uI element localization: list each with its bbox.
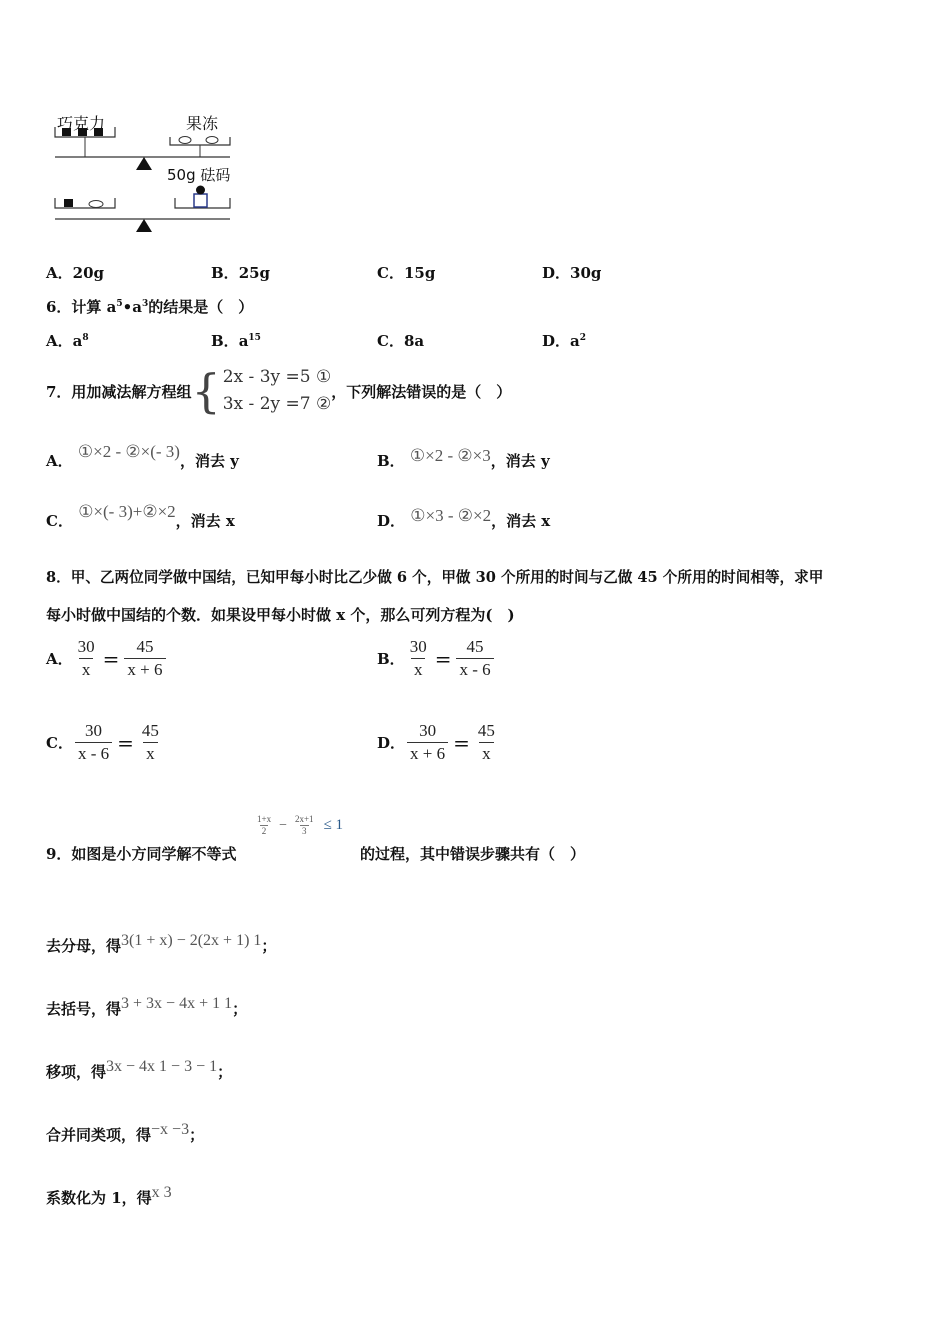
q8-stem-line1: 8．甲、乙两位同学做中国结，已知甲每小时比乙少做 6 个，甲做 30 个所用的时间与乙做 45 个所用的时间相等，求甲 xyxy=(46,569,824,586)
q8-option-a: A． $\frac{30}{x}$ = $\frac{45}{x + 6}$ xyxy=(46,636,168,681)
q8-stem-line2: 每小时做中国结的个数．如果设甲每小时做 x 个，那么可列方程为( ) xyxy=(46,606,515,624)
q9-step-5: 系数化为 1，得x 3 xyxy=(46,1184,172,1207)
fraction: $\frac{45}{x + 6}$ xyxy=(124,636,165,681)
fraction: $\frac{30}{x - 6}$ xyxy=(75,720,112,765)
system-eq1: 2x - 3y =5 ① xyxy=(222,367,332,387)
q6-option-b: B．$a^{15}$ xyxy=(211,332,261,350)
brace-icon: { xyxy=(191,364,221,418)
q6-stem: 6．计算 $a^5•a^3$的结果是（ ） xyxy=(46,298,254,316)
q8-option-b: B． $\frac{30}{x}$ = $\frac{45}{x - 6}$ xyxy=(377,636,496,681)
q7-option-d: D． ①×3 - ②×2，消去 x xyxy=(377,506,551,530)
q5-option-d: D．30g xyxy=(542,264,602,282)
q8-option-c: C． $\frac{30}{x - 6}$ = $\frac{45}{x}$ xyxy=(46,720,164,765)
q6-option-a: A．$a^8$ xyxy=(46,332,89,350)
q7-option-c: C． ①×(- 3)+②×2，消去 x xyxy=(46,502,235,530)
fraction: $\frac{45}{x}$ xyxy=(477,721,495,763)
q9-stem-suffix: 的过程，其中错误步骤共有（ ） xyxy=(360,845,586,863)
label-jelly: 果冻 xyxy=(186,114,219,133)
equation-system xyxy=(191,364,331,418)
fraction: $\frac{30}{x}$ xyxy=(409,637,427,679)
q7-c-expr: ①×(- 3)+②×2 xyxy=(78,502,176,521)
q9-step-2: 去括号，得3 + 3x − 4x + 1 1； xyxy=(46,995,248,1018)
fraction: $\frac{30}{x}$ xyxy=(77,637,95,679)
q7-option-a: A． ①×2 - ②×(- 3)，消去 y xyxy=(46,442,239,470)
q6-option-c: C．8a xyxy=(377,332,425,350)
q7-b-expr: ①×2 - ②×3 xyxy=(409,446,491,465)
fraction: $\frac{45}{x}$ xyxy=(141,721,159,763)
q7-stem: 7．用加减法解方程组 { 2x - 3y =5 ① 3x - 2y =7 ② ，下列解法错误的是（ ） xyxy=(46,364,512,418)
q7-a-expr: ①×2 - ②×(- 3) xyxy=(77,442,180,461)
q8-option-d: D． $\frac{30}{x + 6}$ = $\frac{45}{x}$ xyxy=(377,720,500,765)
q9-inequality: $\frac{1+x}{2}$ − $\frac{2x+1}{3}$ ≤ 1 xyxy=(257,814,344,836)
q9-stem: 9．如图是小方同学解不等式 xyxy=(46,845,237,863)
system-eq2: 3x - 2y =7 ② xyxy=(222,394,332,414)
q6-option-d: D．$a^2$ xyxy=(542,332,587,350)
bottom-balance xyxy=(55,186,230,233)
label-weight: 50g 砝码 xyxy=(167,166,231,184)
q7-option-b: B． ①×2 - ②×3，消去 y xyxy=(377,446,550,470)
fraction: $\frac{2x+1}{3}$ xyxy=(294,814,314,836)
fraction: $\frac{45}{x - 6}$ xyxy=(456,636,493,681)
q5-option-c: C．15g xyxy=(377,264,436,282)
balance-figure xyxy=(40,100,240,240)
q5-option-b: B．25g xyxy=(211,264,271,282)
fraction: $\frac{1+x}{2}$ xyxy=(257,814,272,836)
q9-step-1: 去分母，得3(1 + x) − 2(2x + 1) 1； xyxy=(46,932,277,955)
label-chocolate: 巧克力 xyxy=(57,114,106,133)
q7-d-expr: ①×3 - ②×2 xyxy=(410,506,492,525)
q9-step-4: 合并同类项，得−x −3； xyxy=(46,1121,205,1144)
q5-option-a: A．20g xyxy=(46,264,105,282)
fraction: $\frac{30}{x + 6}$ xyxy=(407,720,448,765)
q9-step-3: 移项，得3x − 4x 1 − 3 − 1； xyxy=(46,1058,233,1081)
